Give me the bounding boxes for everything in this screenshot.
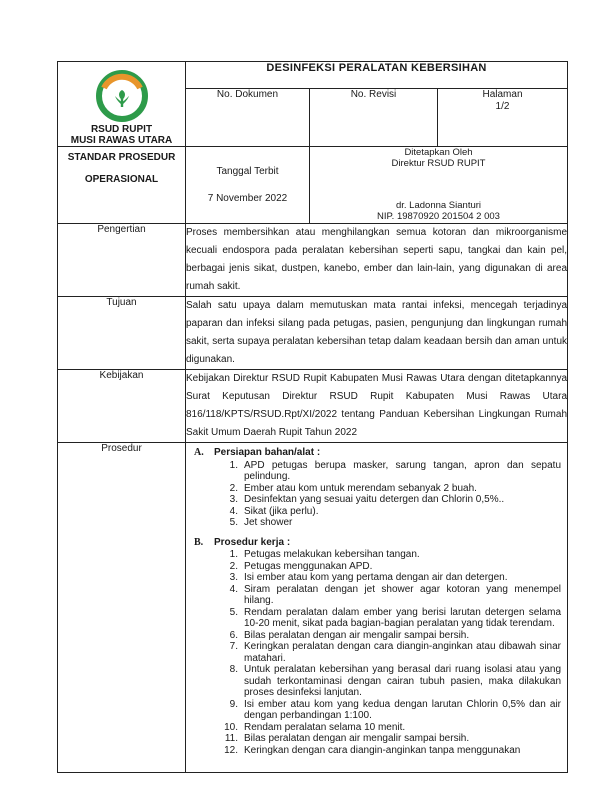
list-item-text: Isi ember atau kom yang kedua dengan larutan Chlorin 0,5% dan air dengan perbandingan 1:100.: [244, 698, 562, 721]
list-item: [218, 641, 561, 664]
list-item-number: 4.: [229, 583, 238, 595]
pengertian-label-cell: [58, 224, 186, 297]
no-dokumen-label: No. Dokumen: [216, 89, 279, 100]
tujuan-text: Salah satu upaya dalam memutuskan mata rantai infeksi, mencegah terjadinya paparan dan infeksi silang pada petugas, pasien, pengunjung dan lingkungan rumah sakit, serta supaya peralatan kebersihan tetap dalam keadaan bersih dan aman untuk digunakan.: [186, 297, 568, 370]
hospital-name-line2: MUSI RAWAS UTARA: [70, 135, 173, 146]
part-b-list: [194, 549, 561, 756]
signer-nip: NIP. 19870920 201504 2 003: [377, 211, 500, 222]
list-item: [218, 483, 561, 495]
list-item-number: 11.: [224, 733, 238, 744]
pengertian-label: Pengertian: [97, 224, 146, 235]
list-item-text: Jet shower: [244, 517, 293, 528]
list-item: [218, 630, 561, 642]
list-item-text: Petugas menggunakan APD.: [244, 560, 373, 572]
part-a-list: [194, 460, 561, 529]
list-item: [218, 494, 561, 506]
no-revisi-label: No. Revisi: [350, 89, 397, 100]
list-item: [218, 722, 561, 734]
tujuan-label: Tujuan: [106, 297, 137, 308]
ditetapkan-line1: Ditetapkan Oleh: [404, 147, 473, 158]
tanggal-terbit-label: Tanggal Terbit: [216, 166, 279, 177]
list-item-number: 1.: [229, 459, 238, 471]
list-item-text: Isi ember atau kom yang pertama dengan air dan detergen.: [244, 572, 508, 583]
sop-table: [57, 61, 568, 773]
list-item-text: APD petugas berupa masker, sarung tangan, apron dan sepatu pelindung.: [244, 459, 562, 482]
list-item-text: Sikat (jika perlu).: [244, 505, 319, 517]
list-item: [218, 584, 561, 607]
part-b-letter: B.: [194, 536, 204, 548]
part-b-heading: [194, 537, 561, 549]
prosedur-label: Prosedur: [101, 443, 142, 454]
list-item: [218, 561, 561, 573]
prosedur-label-cell: [58, 443, 186, 773]
list-item: [218, 607, 561, 630]
list-item: [218, 664, 561, 699]
list-item-number: 6.: [229, 629, 238, 641]
list-item: [218, 745, 561, 757]
halaman-label: Halaman: [482, 89, 523, 100]
list-item-number: 2.: [229, 482, 238, 494]
list-item-text: Ember atau kom untuk merendam sebanyak 2 buah.: [244, 482, 477, 494]
part-a-letter: A.: [194, 447, 204, 458]
list-item-text: Keringkan peralatan dengan cara diangin-anginkan atau dibawah sinar matahari.: [244, 641, 562, 664]
list-item-text: Rendam peralatan selama 10 menit.: [244, 721, 406, 733]
list-item-number: 9.: [229, 698, 238, 710]
list-item-number: 5.: [229, 517, 238, 528]
halaman-cell: [438, 89, 568, 147]
list-item-text: Rendam peralatan dalam ember yang berisi larutan detergen selama 10-20 menit, sikat pada bagian-bagian peralatan yang tidak terendam.: [244, 606, 562, 629]
list-item: [218, 506, 561, 518]
list-item-number: 10.: [224, 721, 238, 733]
sop-label-cell: [58, 147, 186, 224]
part-a-title: Persiapan bahan/alat :: [214, 447, 321, 458]
list-item-number: 7.: [229, 641, 238, 652]
sop-label-line1: STANDAR PROSEDUR: [67, 152, 176, 163]
prosedur-cell: [186, 443, 568, 773]
list-item-number: 3.: [229, 494, 238, 505]
list-item-text: Petugas melakukan kebersihan tangan.: [244, 549, 420, 560]
no-revisi-cell: [310, 89, 438, 147]
list-item: [218, 460, 561, 483]
kebijakan-label-cell: [58, 370, 186, 443]
list-item-text: Desinfektan yang sesuai yaitu detergen dan Chlorin 0,5%..: [244, 494, 505, 505]
document-title: DESINFEKSI PERALATAN KEBERSIHAN: [186, 62, 568, 89]
part-a-heading: [194, 447, 561, 459]
tanggal-terbit-cell: [186, 147, 310, 224]
no-dokumen-cell: [186, 89, 310, 147]
kebijakan-label: Kebijakan: [99, 370, 144, 381]
list-item-number: 8.: [229, 664, 238, 675]
part-b-title: Prosedur kerja :: [214, 536, 291, 548]
list-item-number: 3.: [229, 572, 238, 583]
list-item-number: 5.: [229, 606, 238, 618]
list-item-text: Untuk peralatan kebersihan yang berasal dari ruang isolasi atau yang sudah terkontaminasi dengan cairan tubuh pasien, maka dilakukan proses desinfeksi lanjutan.: [244, 664, 562, 698]
pengertian-text: Proses membersihkan atau menghilangkan semua kotoran dan mikroorganisme kecuali endospora pada peralatan kebersihan seperti sapu, tangkai dan kain pel, berbagai jenis sikat, dustpen, kanebo, ember dan lain-lain, yang digunakan di area rumah sakit.: [186, 224, 568, 297]
list-item-number: 1.: [229, 549, 238, 560]
list-item-number: 12.: [224, 744, 238, 756]
tanggal-terbit-value: 7 November 2022: [207, 193, 288, 204]
ditetapkan-cell: [310, 147, 568, 224]
tujuan-label-cell: [58, 297, 186, 370]
list-item-number: 2.: [229, 560, 238, 572]
list-item-text: Bilas peralatan dengan air mengalir sampai bersih.: [244, 733, 470, 744]
list-item: [218, 699, 561, 722]
halaman-value: 1/2: [495, 101, 510, 112]
list-item: [218, 517, 561, 529]
list-item-text: Siram peralatan dengan jet shower agar kotoran yang menempel hilang.: [244, 583, 562, 606]
list-item: [218, 733, 561, 745]
sop-label-line2: OPERASIONAL: [84, 174, 159, 185]
kebijakan-text: Kebijakan Direktur RSUD Rupit Kabupaten Musi Rawas Utara dengan ditetapkannya Surat Keputusan Direktur RSUD Rupit Kabupaten Musi Rawas Utara 816/118/KPTS/RSUD.Rpt/XI/2022 tentang Panduan Kebersihan Lingkungan Rumah Sakit Umum Daerah Rupit Tahun 2022: [186, 370, 568, 443]
hospital-logo-cell: [58, 62, 186, 147]
hospital-name-line1: RSUD RUPIT: [90, 124, 153, 135]
hospital-logo-icon: [96, 70, 148, 122]
list-item: [218, 549, 561, 561]
prosedur-content: [186, 443, 567, 771]
list-item-text: Keringkan dengan cara diangin-anginkan tanpa menggunakan: [244, 744, 521, 756]
signer-name: dr. Ladonna Sianturi: [395, 200, 482, 211]
list-item-number: 4.: [229, 505, 238, 517]
list-item: [218, 572, 561, 584]
list-item-text: Bilas peralatan dengan air mengalir sampai bersih.: [244, 629, 470, 641]
ditetapkan-line2: Direktur RSUD RUPIT: [391, 158, 486, 169]
